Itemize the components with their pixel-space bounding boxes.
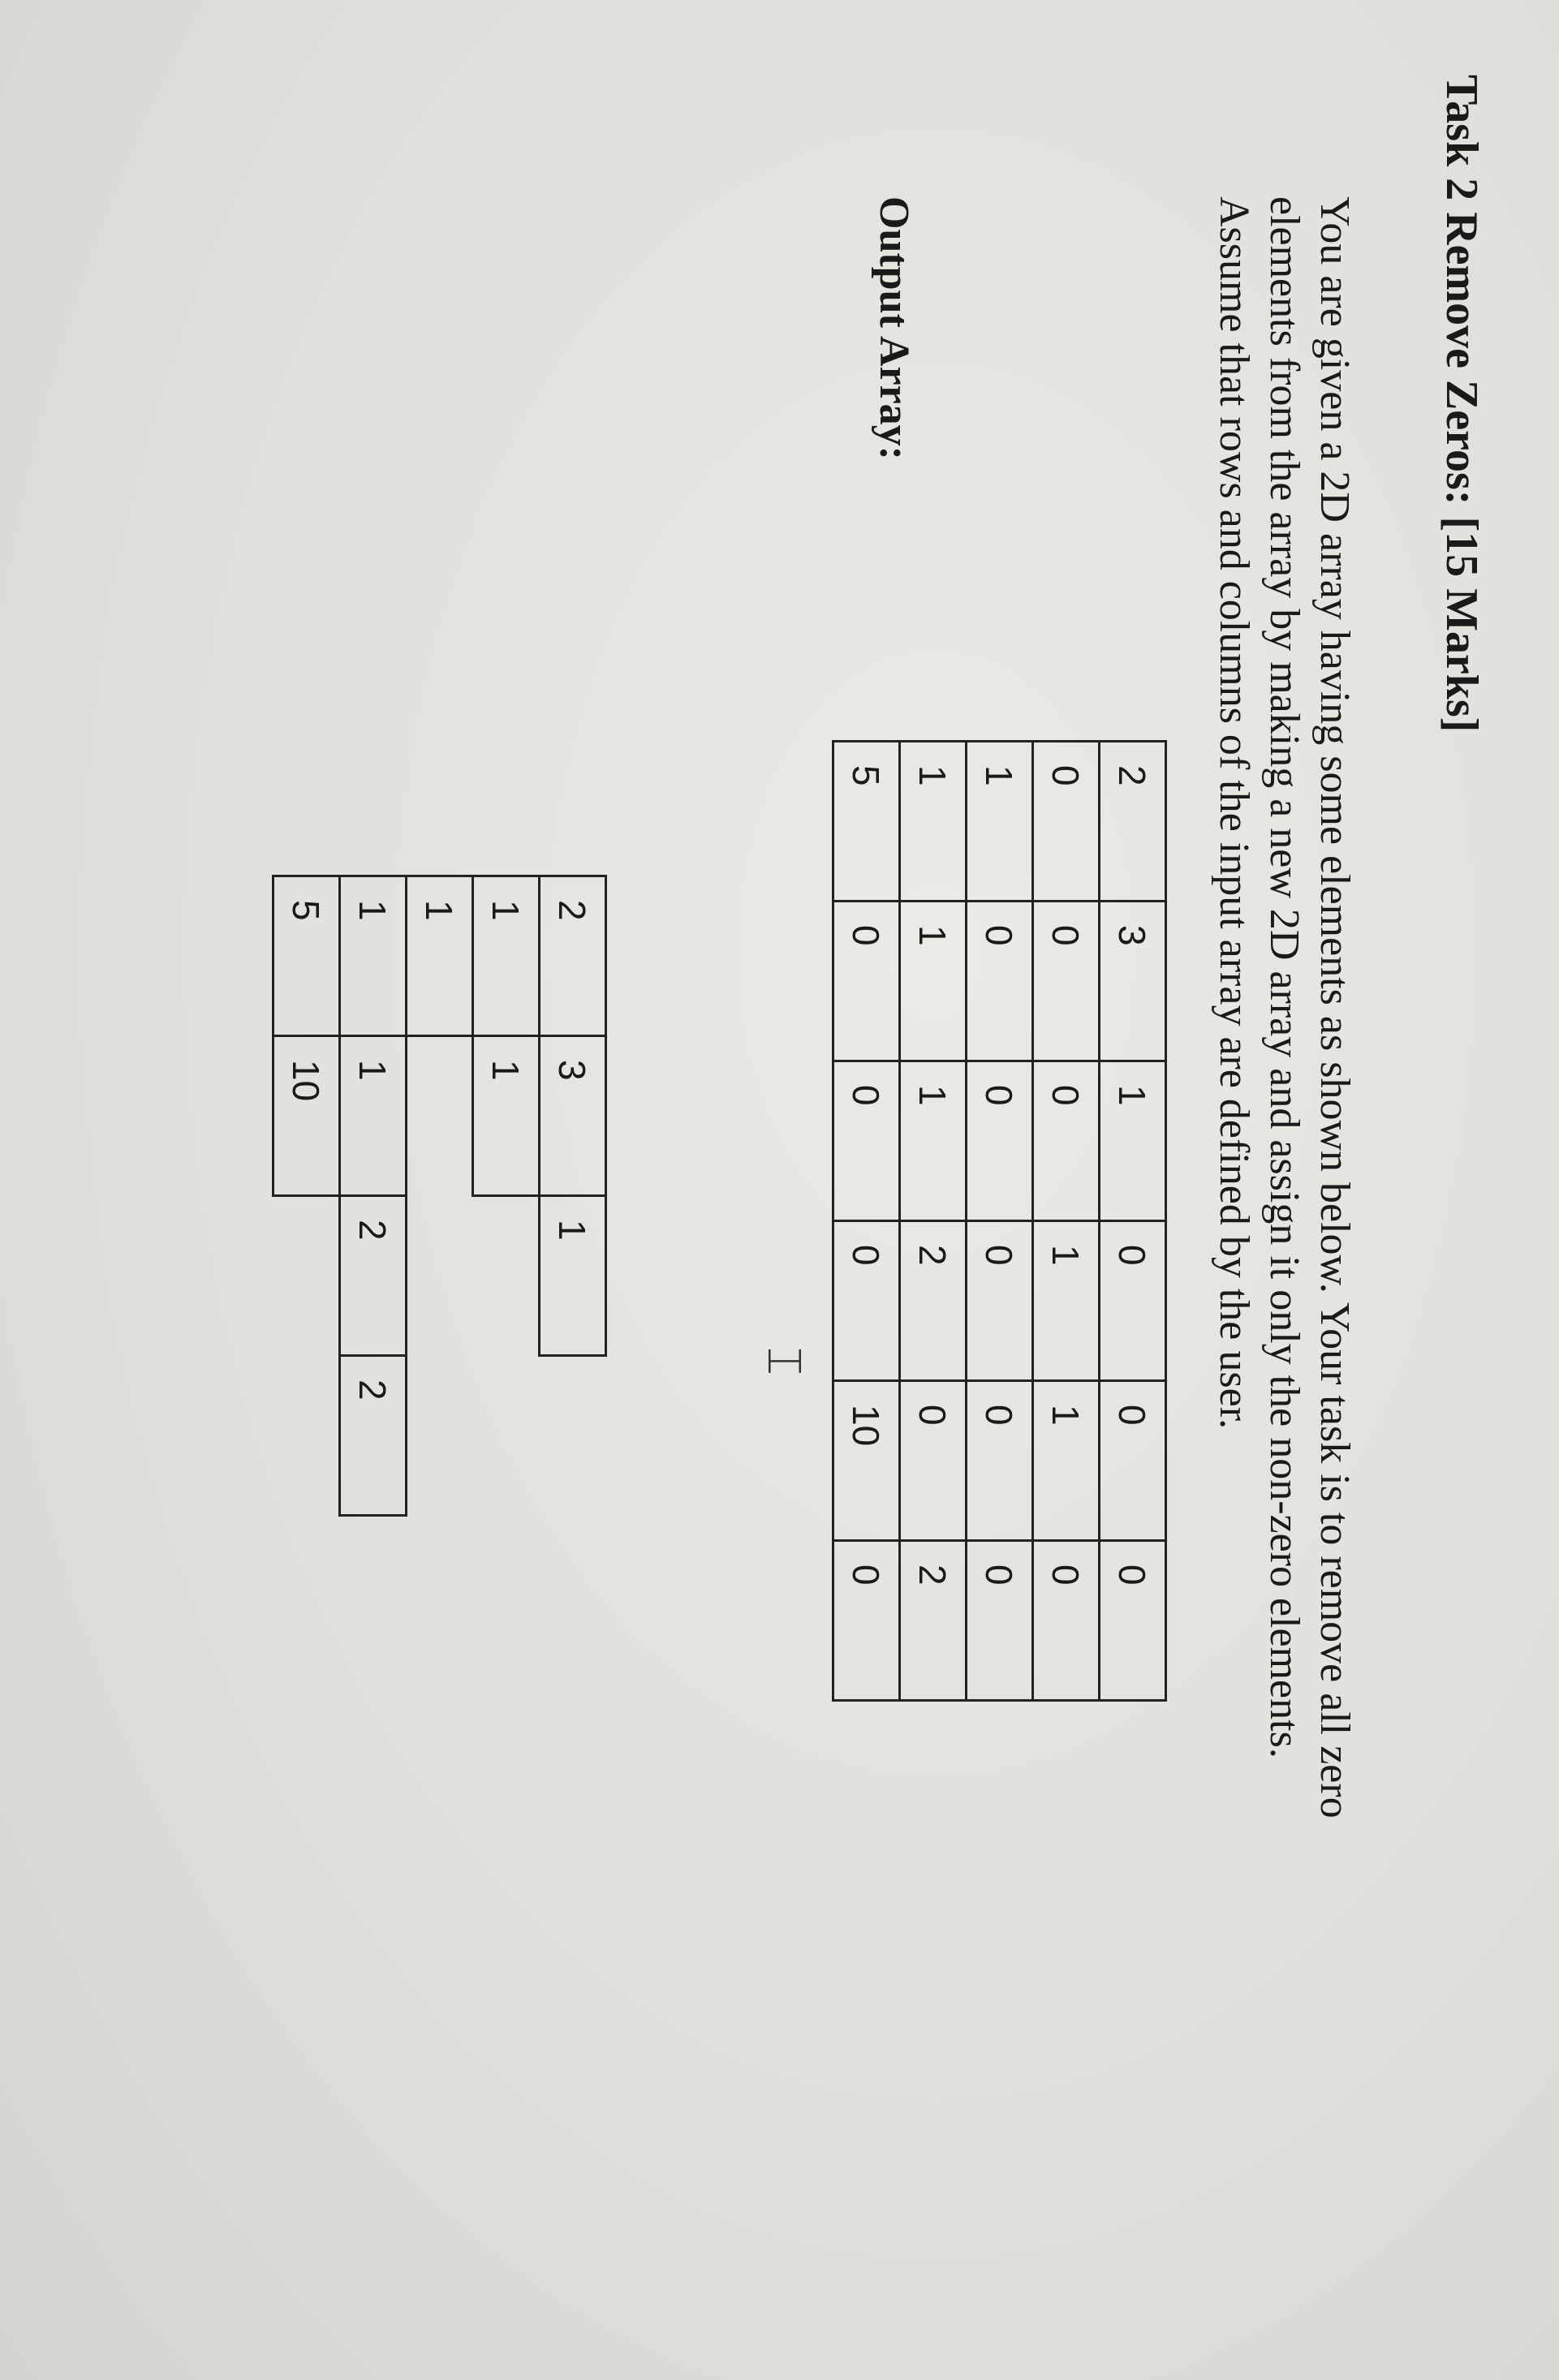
table-row [540,876,606,1516]
table-cell: 0 [1100,1221,1166,1381]
table-row [967,742,1033,1701]
table-cell: 0 [1100,1381,1166,1541]
table-cell: 10 [273,1036,340,1196]
table-row [340,876,407,1516]
table-cell: 1 [473,1036,540,1196]
table-cell: 0 [833,902,900,1061]
output-array-table [272,875,607,1517]
task-title: Task 2 Remove Zeros: [15 Marks] [1436,75,1487,733]
table-cell: 1 [900,1061,967,1221]
table-cell: 0 [900,1381,967,1541]
table-cell: 1 [473,876,540,1036]
table-cell: 1 [340,1036,407,1196]
table-cell: 1 [900,742,967,902]
table-cell: 0 [1033,902,1100,1061]
table-row [900,742,967,1701]
description-line: elements from the array by making a new 2D array and assign it only the non-zero elements. [1261,196,1307,1758]
table-cell: 3 [540,1036,606,1196]
table-cell: 1 [1100,1061,1166,1221]
table-cell: 5 [833,742,900,902]
table-cell: 0 [967,902,1033,1061]
table-cell: 0 [1033,1541,1100,1701]
input-array-table [832,740,1167,1702]
table-cell: 3 [1100,902,1166,1061]
task-description [1208,196,1359,2201]
table-cell: 0 [967,1221,1033,1381]
description-line: Assume that rows and columns of the input array are defined by the user. [1211,196,1257,1430]
table-cell: 0 [833,1061,900,1221]
table-cell: 1 [340,876,407,1036]
table-row [273,876,340,1516]
table-cell: 2 [1100,742,1166,902]
table-cell: 0 [833,1541,900,1701]
table-cell: 2 [340,1356,407,1516]
table-cell: 1 [900,902,967,1061]
table-row [407,876,473,1516]
table-cell: 0 [967,1541,1033,1701]
table-row [1033,742,1100,1701]
table-cell: 1 [540,1196,606,1356]
table-cell: 0 [967,1381,1033,1541]
table-cell: 0 [1100,1541,1166,1701]
table-cell: 1 [1033,1381,1100,1541]
table-cell: 0 [967,1061,1033,1221]
text-cursor-icon: ⌶ [757,1347,812,1375]
table-cell: 1 [407,876,473,1036]
table-row [833,742,900,1701]
description-line: You are given a 2D array having some elements as shown below. Your task is to remove all zero [1311,196,1358,1818]
table-cell: 10 [833,1381,900,1541]
table-cell: 2 [900,1221,967,1381]
table-cell: 2 [340,1196,407,1356]
table-cell: 0 [1033,742,1100,902]
table-cell: 2 [900,1541,967,1701]
output-array-label: Output Array: [871,196,917,460]
table-cell: 1 [967,742,1033,902]
table-row [1100,742,1166,1701]
table-row [473,876,540,1516]
table-cell: 1 [1033,1221,1100,1381]
table-cell: 5 [273,876,340,1036]
table-cell: 2 [540,876,606,1036]
table-cell: 0 [1033,1061,1100,1221]
table-cell: 0 [833,1221,900,1381]
